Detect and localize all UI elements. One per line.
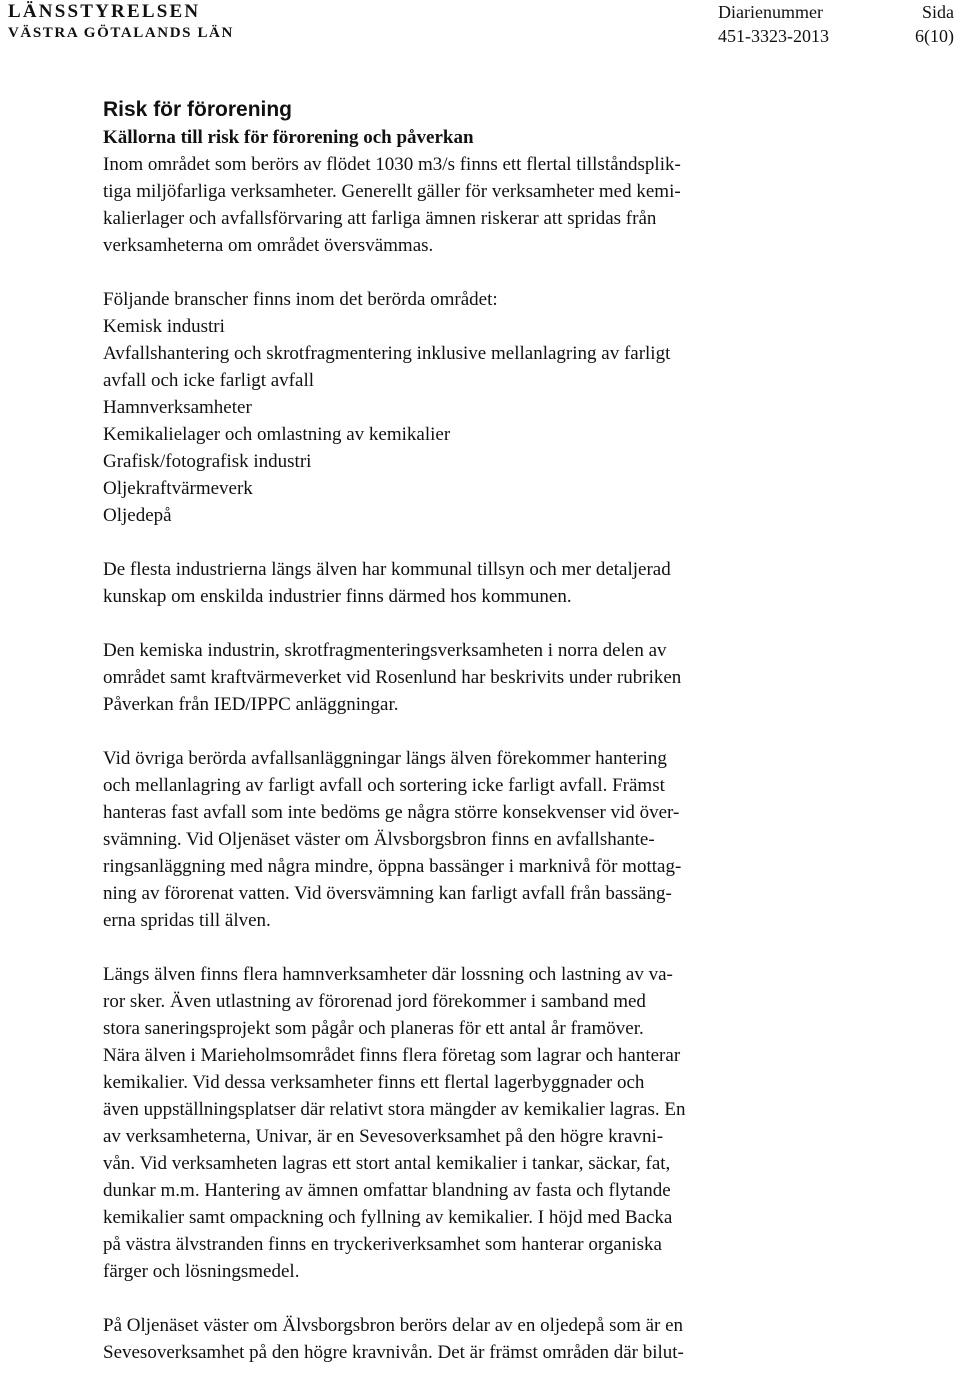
text-line: ning av förorenat vatten. Vid översvämning kan farligt avfall från bassäng- [103,883,672,904]
text-line: vån. Vid verksamheten lagras ett stort antal kemikalier i tankar, säckar, fat, [103,1153,671,1174]
text-line: svämning. Vid Oljenäset väster om Älvsborgsbron finns en avfallshante- [103,829,655,850]
diarienummer-label: Diarienummer [718,2,823,22]
branches-list [103,313,833,529]
harbour-paragraph [103,961,833,1285]
text-line: Nära älven i Marieholmsområdet finns flera företag som lagrar och hanterar [103,1045,681,1066]
list-item: Kemikalielager och omlastning av kemikalier [103,424,451,445]
list-item: Avfallshantering och skrotfragmentering inklusive mellanlagring av farligt [103,343,671,364]
list-item: Hamnverksamheter [103,397,252,418]
waste-facilities-paragraph [103,745,833,934]
text-line: kemikalier. Vid dessa verksamheter finns ett flertal lagerbyggnader och [103,1072,645,1093]
text-line: Längs älven finns flera hamnverksamheter där lossning och lastning av va- [103,964,673,985]
branches-intro: Följande branscher finns inom det berörda området: [103,289,498,310]
text-line: området samt kraftvärmeverket vid Rosenlund har beskrivits under rubriken [103,667,682,688]
section-subheading: Källorna till risk för förorening och påverkan [103,127,474,148]
page-label: Sida [921,2,954,22]
text-line: på västra älvstranden finns en tryckeriverksamhet som hanterar organiska [103,1234,662,1255]
text-line: och mellanlagring av farligt avfall och sortering icke farligt avfall. Främst [103,775,665,796]
text-line: Sevesoverksamhet på den högre kravnivån. Det är främst områden där bilut- [103,1342,684,1363]
text-line: färger och lösningsmedel. [103,1261,300,1282]
text-line: kemikalier samt ompackning och fyllning av kemikalier. I höjd med Backa [103,1207,673,1228]
diarienummer-value: 451-3323-2013 [718,26,829,46]
page-number: 6(10) [915,26,954,46]
supervision-paragraph [103,556,833,610]
document-body [103,96,833,1366]
page-number-block [915,0,954,48]
text-line: De flesta industrierna längs älven har kommunal tillsyn och mer detaljerad [103,559,671,580]
list-item: avfall och icke farligt avfall [103,370,315,391]
diarienummer-block [718,0,829,48]
text-line: även uppställningsplatser där relativt stora mängder av kemikalier lagras. En [103,1099,686,1120]
text-line: Påverkan från IED/IPPC anläggningar. [103,694,399,715]
text-line: dunkar m.m. Hantering av ämnen omfattar blandning av fasta och flytande [103,1180,671,1201]
organization-logo [8,1,234,43]
text-line: tiga miljöfarliga verksamheter. Generellt gäller för verksamheter med kemi- [103,181,681,202]
list-item: Kemisk industri [103,316,225,337]
list-item: Oljekraftvärmeverk [103,478,253,499]
text-line: kunskap om enskilda industrier finns därmed hos kommunen. [103,586,572,607]
text-line: stora saneringsprojekt som pågår och planeras för ett antal år framöver. [103,1018,644,1039]
list-item: Oljedepå [103,505,172,526]
text-line: Inom området som berörs av flödet 1030 m3/s finns ett flertal tillståndsplik- [103,154,681,175]
org-region: VÄSTRA GÖTALANDS LÄN [8,25,234,41]
text-line: av verksamheterna, Univar, är en Sevesoverksamhet på den högre kravni- [103,1126,664,1147]
text-line: hanteras fast avfall som inte bedöms ge några större konsekvenser vid över- [103,802,680,823]
section-heading: Risk för förorening [103,98,293,121]
text-line: verksamheterna om området översvämmas. [103,235,434,256]
text-line: Vid övriga berörda avfallsanläggningar längs älven förekommer hantering [103,748,667,769]
text-line: erna spridas till älven. [103,910,271,931]
text-line: kalierlager och avfallsförvaring att farliga ämnen riskerar att spridas från [103,208,657,229]
text-line: ringsanläggning med några mindre, öppna bassänger i marknivå för mottag- [103,856,682,877]
text-line: Den kemiska industrin, skrotfragmenteringsverksamheten i norra delen av [103,640,667,661]
org-name: LÄNSSTYRELSEN [8,1,201,22]
text-line: På Oljenäset väster om Älvsborgsbron berörs delar av en oljedepå som är en [103,1315,684,1336]
list-item: Grafisk/fotografisk industri [103,451,312,472]
intro-paragraph [103,151,833,259]
chemical-industry-paragraph [103,637,833,718]
text-line: ror sker. Även utlastning av förorenad jord förekommer i samband med [103,991,646,1012]
oil-depot-paragraph [103,1312,833,1366]
